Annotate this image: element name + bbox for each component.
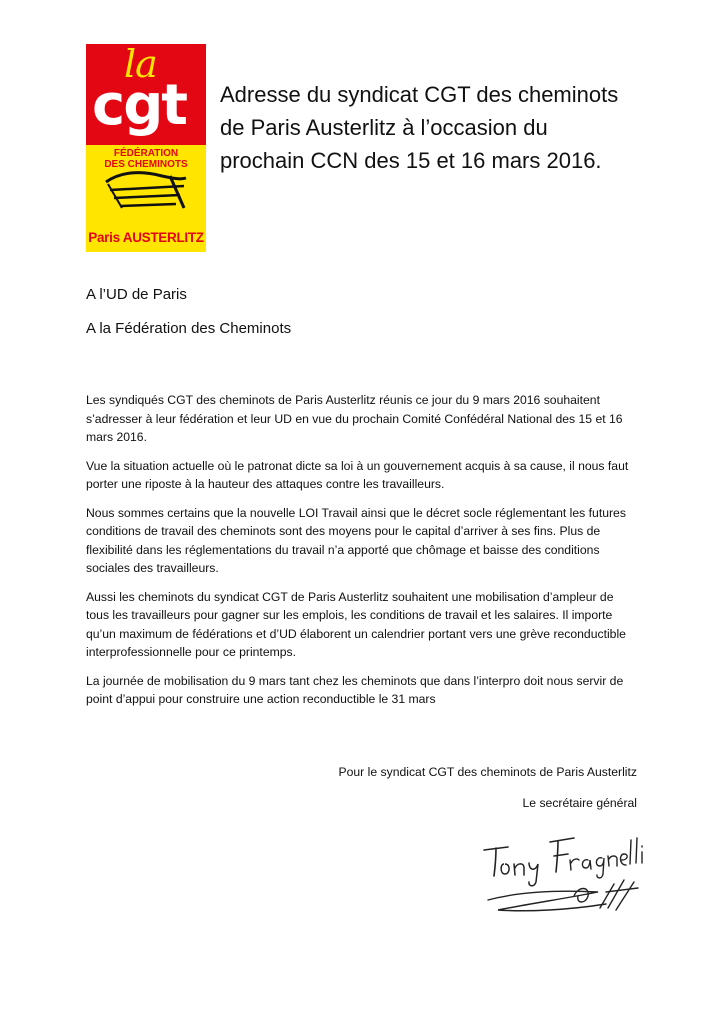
railway-emblem-icon xyxy=(100,168,192,214)
paragraph-5 xyxy=(86,672,646,709)
page-title xyxy=(220,78,660,177)
text-line: Aussi les cheminots du syndicat CGT de Paris Austerlitz souhaitent une mobilisation d’ampleur de xyxy=(86,589,614,604)
letter-body xyxy=(86,391,646,719)
paragraph-4 xyxy=(86,588,646,662)
logo-federation-line-2: DES CHEMINOTS xyxy=(104,159,188,170)
text-line: porter une riposte à la hauteur des attaques contre les travailleurs. xyxy=(86,477,445,491)
logo-cgt-text: cgt xyxy=(92,73,187,138)
paragraph-3 xyxy=(86,504,646,578)
text-line: point d’appui pour construire une action reconductible le 31 mars xyxy=(86,692,436,706)
text-line: qu’un maximum de fédérations et d’UD élaborent un calendrier portant vers une grève reconductible xyxy=(86,626,626,641)
paragraph-2 xyxy=(86,457,646,494)
recipient-federation: A la Fédération des Cheminots xyxy=(86,320,292,337)
closing-line-2: Le secrétaire général xyxy=(522,796,637,810)
title-line-1: Adresse du syndicat CGT des cheminots xyxy=(220,82,619,107)
text-line: sociales des travailleurs. xyxy=(86,561,219,575)
paragraph-1 xyxy=(86,391,646,447)
text-line: interprofessionnelle pour ce printemps. xyxy=(86,645,297,659)
cgt-logo xyxy=(86,44,206,252)
title-line-2: de Paris Austerlitz à l’occasion du xyxy=(220,115,548,140)
text-line: Nous sommes certains que la nouvelle LOI Travail ainsi que le décret socle réglementant les futures xyxy=(86,505,626,520)
text-line: tous les travailleurs pour gagner sur les emplois, les conditions de travail et les salaires. Il importe xyxy=(86,608,613,622)
logo-federation-line-1: FÉDÉRATION xyxy=(113,148,179,159)
title-line-3: prochain CCN des 15 et 16 mars 2016. xyxy=(220,148,602,173)
text-line: s’adresser à leur fédération et leur UD en vue du prochain Comité Confédéral National des 15 et 16 xyxy=(86,411,623,426)
closing-line-1: Pour le syndicat CGT des cheminots de Paris Austerlitz xyxy=(338,765,637,779)
text-line: flexibilité dans les réglementations du travail n’a apporté que chômage et baisse des conditions xyxy=(86,542,600,557)
text-line: mars 2016. xyxy=(86,430,147,444)
handwritten-signature xyxy=(478,830,648,930)
text-line: Vue la situation actuelle où le patronat dicte sa loi à un gouvernement acquis à sa cause, il nous faut xyxy=(86,458,629,473)
text-line: Les syndiqués CGT des cheminots de Paris Austerlitz réunis ce jour du 9 mars 2016 souhaitent xyxy=(86,393,600,407)
text-line: conditions de travail des cheminots sont des moyens pour le capital d’arriver à ses fins. Plus de xyxy=(86,524,601,538)
logo-place-text: Paris AUSTERLITZ xyxy=(88,230,204,245)
recipient-ud: A l’UD de Paris xyxy=(86,286,187,303)
logo-federation-text xyxy=(86,148,206,170)
logo-la-text: la xyxy=(124,42,157,86)
text-line: La journée de mobilisation du 9 mars tant chez les cheminots que dans l’interpro doit nous servir de xyxy=(86,673,624,688)
